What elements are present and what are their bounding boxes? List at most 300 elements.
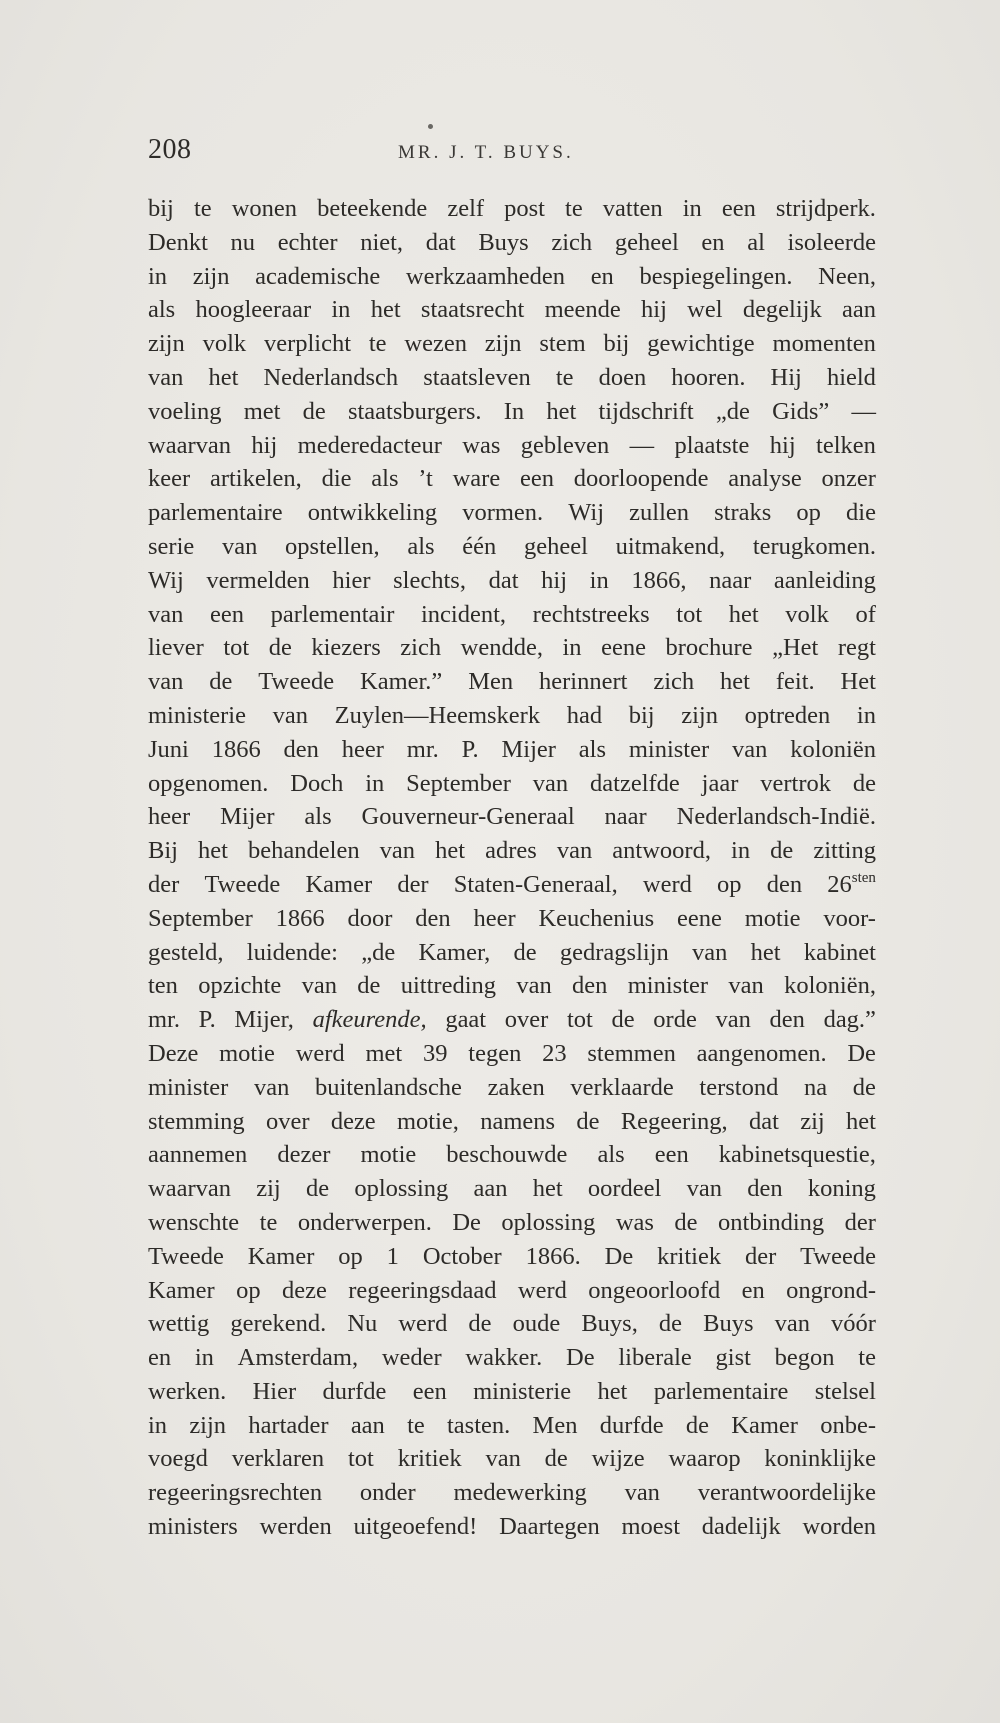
word: van bbox=[516, 972, 552, 1000]
word: wakker. bbox=[465, 1344, 543, 1372]
word: Hier bbox=[252, 1377, 297, 1405]
word: van bbox=[532, 769, 569, 797]
word: het bbox=[208, 363, 239, 391]
word: straks bbox=[714, 499, 772, 527]
word: dezer bbox=[277, 1141, 331, 1169]
word: ’t bbox=[418, 465, 433, 493]
word: in bbox=[148, 262, 168, 290]
word: tot bbox=[348, 1445, 374, 1473]
word: en bbox=[148, 1344, 172, 1372]
word: Gouverneur-Generaal bbox=[361, 803, 575, 831]
word: 1 bbox=[386, 1242, 399, 1270]
word: bespiegelingen. bbox=[639, 262, 793, 290]
text-line bbox=[148, 699, 876, 733]
text-line bbox=[148, 1510, 876, 1544]
word: al bbox=[747, 228, 765, 256]
word: stem bbox=[539, 330, 586, 358]
word: Bij bbox=[148, 837, 178, 865]
word: tegen bbox=[468, 1039, 522, 1067]
word: De bbox=[847, 1039, 876, 1067]
text-line bbox=[148, 969, 876, 1003]
word: op bbox=[338, 1242, 363, 1270]
word: zij bbox=[800, 1107, 825, 1135]
word: werden bbox=[259, 1513, 332, 1541]
word: wezen bbox=[404, 330, 467, 358]
word: parlementaire bbox=[148, 499, 283, 527]
word: September bbox=[148, 904, 253, 932]
word: en bbox=[701, 228, 725, 256]
word: datzelfde bbox=[590, 769, 680, 797]
word: academische bbox=[255, 262, 381, 290]
word: het bbox=[846, 1107, 876, 1135]
word: durfde bbox=[322, 1377, 387, 1405]
word: Kamer bbox=[305, 870, 373, 898]
word: Wij bbox=[148, 566, 184, 594]
word: der bbox=[148, 870, 180, 898]
word: Buys, bbox=[581, 1310, 638, 1338]
word: koninklijke bbox=[764, 1445, 876, 1473]
text-line bbox=[148, 1341, 876, 1375]
word: 1866 bbox=[275, 904, 325, 932]
word: na bbox=[804, 1073, 828, 1101]
word: motie bbox=[360, 1141, 417, 1169]
word: Nu bbox=[347, 1310, 378, 1338]
text-line bbox=[148, 1172, 876, 1206]
word: keer bbox=[148, 465, 191, 493]
word: koloniën bbox=[790, 735, 876, 763]
text-line bbox=[148, 1003, 876, 1037]
word: zich bbox=[653, 668, 695, 696]
word: 1866, bbox=[631, 566, 687, 594]
word: in bbox=[365, 769, 385, 797]
word: Regeering, bbox=[620, 1107, 728, 1135]
word: dat bbox=[488, 566, 519, 594]
word: te bbox=[193, 195, 212, 222]
word: Nederlandsch-Indië. bbox=[676, 803, 876, 831]
word: Denkt bbox=[148, 228, 208, 256]
word: die bbox=[846, 499, 876, 527]
text-line bbox=[148, 564, 876, 598]
word: hoogleeraar bbox=[195, 296, 312, 324]
word: gewichtige bbox=[647, 330, 755, 358]
word: isoleerde bbox=[787, 228, 876, 256]
word: een bbox=[654, 1141, 689, 1169]
word: Mijer, bbox=[234, 1006, 294, 1034]
word: Wij bbox=[568, 499, 605, 527]
word: eene bbox=[601, 634, 646, 662]
text-line bbox=[148, 665, 876, 699]
word: was bbox=[615, 1208, 654, 1236]
text-line bbox=[148, 1307, 876, 1341]
word: zaken bbox=[487, 1073, 545, 1101]
word: Keuchenius bbox=[538, 904, 655, 932]
word: heer bbox=[341, 735, 384, 763]
word: orde bbox=[653, 1006, 697, 1034]
word: rechtstreeks bbox=[532, 600, 650, 628]
word: 23 bbox=[542, 1039, 567, 1067]
word: September bbox=[406, 769, 511, 797]
word: over bbox=[265, 1107, 310, 1135]
word: October bbox=[422, 1242, 502, 1270]
word: herinnert bbox=[539, 668, 628, 696]
text-line bbox=[148, 868, 876, 902]
word: oplossing bbox=[354, 1175, 449, 1203]
word: gaat bbox=[445, 1006, 487, 1034]
word: dat bbox=[425, 228, 456, 256]
word: den bbox=[769, 1006, 805, 1034]
word: mederedacteur bbox=[297, 431, 442, 459]
word: heer bbox=[473, 904, 516, 932]
word: worden bbox=[802, 1513, 876, 1541]
word: op bbox=[717, 870, 742, 898]
word: tasten. bbox=[447, 1411, 511, 1439]
word: de bbox=[305, 1175, 330, 1203]
word: wijze bbox=[591, 1445, 645, 1473]
word: werd bbox=[517, 1276, 567, 1304]
word: Nederlandsch bbox=[263, 363, 399, 391]
word: kiezers bbox=[311, 634, 381, 662]
word: de bbox=[852, 769, 876, 797]
word: onderwerpen. bbox=[297, 1208, 432, 1236]
word: vormen. bbox=[462, 499, 544, 527]
word: meende bbox=[544, 296, 621, 324]
word: antwoord, bbox=[612, 837, 711, 865]
text-line bbox=[148, 1274, 876, 1308]
word: van bbox=[272, 701, 308, 729]
word: de bbox=[770, 837, 794, 865]
word: het bbox=[597, 1377, 628, 1405]
word: mr. bbox=[406, 735, 439, 763]
text-line bbox=[148, 361, 876, 395]
word: staatsrecht bbox=[420, 296, 525, 324]
word: dat bbox=[748, 1107, 779, 1135]
word: tijdschrift bbox=[598, 397, 694, 425]
text-line bbox=[148, 1206, 876, 1240]
word: beteekende bbox=[317, 195, 428, 222]
word: hij bbox=[769, 431, 796, 459]
word: een bbox=[519, 465, 554, 493]
word: in bbox=[562, 634, 582, 662]
word: koning bbox=[807, 1175, 876, 1203]
word: brochure bbox=[665, 634, 753, 662]
word: koloniën, bbox=[784, 972, 876, 1000]
word: volk bbox=[202, 330, 247, 358]
word: het bbox=[728, 600, 759, 628]
word: als bbox=[407, 532, 435, 560]
text-line bbox=[148, 1240, 876, 1274]
word: verplicht bbox=[263, 330, 352, 358]
word: „de bbox=[361, 938, 396, 966]
word: te bbox=[858, 1344, 876, 1372]
word: Kamer bbox=[731, 1411, 798, 1439]
body-text bbox=[148, 192, 876, 1544]
word: hier bbox=[332, 566, 371, 594]
word: geheel bbox=[523, 532, 588, 560]
word: optreden bbox=[744, 701, 831, 729]
word: doen bbox=[598, 363, 647, 391]
word: 39 bbox=[422, 1039, 448, 1067]
word: opstellen, bbox=[285, 532, 380, 560]
word: terugkomen. bbox=[752, 532, 876, 560]
word: Staten-Generaal, bbox=[453, 870, 618, 898]
word: de bbox=[544, 1445, 568, 1473]
word: werd bbox=[295, 1039, 345, 1067]
word: het bbox=[720, 668, 750, 696]
word: vermelden bbox=[206, 566, 310, 594]
word: naar bbox=[604, 803, 647, 831]
word: De bbox=[452, 1208, 481, 1236]
word: kabinet bbox=[803, 938, 876, 966]
word: dag.” bbox=[823, 1006, 876, 1034]
word: gist bbox=[715, 1344, 751, 1372]
word: uitgeoefend! bbox=[353, 1513, 478, 1541]
word: der bbox=[397, 870, 429, 898]
word: het bbox=[370, 296, 401, 324]
word: van bbox=[221, 532, 258, 560]
word: zijn bbox=[192, 262, 230, 290]
word: de bbox=[468, 1310, 492, 1338]
word: zijn bbox=[681, 701, 718, 729]
word: de bbox=[513, 938, 537, 966]
word: P. bbox=[461, 735, 479, 763]
word: — bbox=[629, 431, 655, 459]
word: hij bbox=[541, 566, 568, 594]
word: kabinetsquestie, bbox=[718, 1141, 876, 1169]
word: voegd bbox=[148, 1445, 208, 1473]
word: waarop bbox=[668, 1445, 741, 1473]
word: oplossing bbox=[501, 1208, 596, 1236]
word: Men bbox=[532, 1411, 578, 1439]
text-line bbox=[148, 1409, 876, 1443]
word: minister bbox=[148, 1073, 229, 1101]
word: onbe- bbox=[820, 1411, 876, 1439]
word: verantwoordelijke bbox=[697, 1479, 876, 1507]
word: hooren. bbox=[671, 363, 746, 391]
word: aannemen bbox=[148, 1141, 248, 1169]
word: Tweede bbox=[148, 1242, 224, 1270]
word: motie bbox=[744, 904, 801, 932]
word: parlementaire bbox=[653, 1377, 789, 1405]
word: minister bbox=[628, 735, 710, 763]
word: als bbox=[371, 465, 399, 493]
word: motie bbox=[219, 1039, 275, 1067]
word: De bbox=[604, 1242, 634, 1270]
word: regeeringsdaad bbox=[348, 1276, 497, 1304]
word: aan bbox=[350, 1411, 385, 1439]
word: met bbox=[243, 397, 281, 425]
word: tot bbox=[566, 1006, 593, 1034]
word: analyse bbox=[728, 465, 802, 493]
word: van bbox=[301, 972, 337, 1000]
word: den bbox=[415, 904, 451, 932]
text-line bbox=[148, 598, 876, 632]
word: opgenomen. bbox=[148, 769, 269, 797]
word: stemmen bbox=[587, 1039, 676, 1067]
word: werd bbox=[642, 870, 692, 898]
word: te bbox=[565, 195, 583, 222]
word: te bbox=[555, 363, 574, 391]
word: de bbox=[576, 1107, 600, 1135]
word: heer bbox=[148, 803, 191, 831]
word: der bbox=[844, 1208, 876, 1236]
word: Tweede bbox=[800, 1242, 876, 1270]
word: Mijer bbox=[220, 803, 275, 831]
word: Buys bbox=[703, 1310, 754, 1338]
word: strijdperk. bbox=[775, 195, 876, 222]
word: dadelijk bbox=[701, 1513, 781, 1541]
word: van bbox=[686, 1175, 722, 1203]
word: van bbox=[148, 600, 184, 628]
word: — bbox=[851, 397, 876, 425]
word: hij bbox=[251, 431, 278, 459]
word: minister bbox=[627, 972, 709, 1000]
word: momenten bbox=[772, 330, 876, 358]
word: buitenlandsche bbox=[314, 1073, 462, 1101]
word: gesteld, bbox=[148, 938, 224, 966]
word: de bbox=[611, 1006, 635, 1034]
word: aan bbox=[473, 1175, 508, 1203]
text-line bbox=[148, 631, 876, 665]
word: voeling bbox=[148, 397, 222, 425]
word: zij bbox=[256, 1175, 281, 1203]
word: artikelen, bbox=[209, 465, 302, 493]
word: van bbox=[692, 938, 728, 966]
word: zelf bbox=[447, 195, 485, 222]
word: plaatste bbox=[674, 431, 750, 459]
word: den bbox=[283, 735, 319, 763]
word: en bbox=[741, 1276, 765, 1304]
word: waarvan bbox=[148, 431, 231, 459]
word: den bbox=[766, 870, 803, 898]
text-line bbox=[148, 530, 876, 564]
word: ontbinding bbox=[718, 1208, 825, 1236]
word: ongrond- bbox=[786, 1276, 876, 1304]
word: als bbox=[304, 803, 332, 831]
word: wenschte bbox=[148, 1208, 240, 1236]
word: werken. bbox=[148, 1377, 227, 1405]
word: „Het bbox=[772, 634, 819, 662]
word: De bbox=[566, 1344, 595, 1372]
word: op bbox=[796, 499, 821, 527]
word: liever bbox=[148, 634, 204, 662]
word: afkeurende, bbox=[312, 1006, 427, 1034]
word: hartader bbox=[248, 1411, 329, 1439]
text-line bbox=[148, 260, 876, 294]
word: staatsburgers. bbox=[347, 397, 482, 425]
word: die bbox=[321, 465, 352, 493]
word: een bbox=[721, 195, 756, 222]
word: en bbox=[590, 262, 614, 290]
word: slechts, bbox=[393, 566, 466, 594]
word: stemming bbox=[148, 1107, 245, 1135]
word: zitting bbox=[813, 837, 876, 865]
word: in bbox=[331, 296, 351, 324]
word: Het bbox=[840, 668, 876, 696]
word: adres bbox=[485, 837, 537, 865]
word: weder bbox=[381, 1344, 442, 1372]
word: Deze bbox=[148, 1039, 199, 1067]
word: nu bbox=[230, 228, 256, 256]
word: Juni bbox=[148, 735, 189, 763]
word: uitmakend, bbox=[615, 532, 726, 560]
word: het bbox=[198, 837, 228, 865]
text-line bbox=[148, 1138, 876, 1172]
word: „de bbox=[715, 397, 750, 425]
ink-speck bbox=[428, 124, 433, 129]
word: ten bbox=[148, 972, 178, 1000]
text-line bbox=[148, 462, 876, 496]
word: het bbox=[435, 837, 466, 865]
running-head: MR. J. T. BUYS. bbox=[398, 142, 574, 163]
word: over bbox=[504, 1006, 549, 1034]
word: aangenomen. bbox=[696, 1039, 827, 1067]
word: Kamer, bbox=[418, 938, 491, 966]
word: Hij bbox=[770, 363, 802, 391]
word: werd bbox=[398, 1310, 448, 1338]
word: op bbox=[236, 1276, 261, 1304]
word: gerekend. bbox=[230, 1310, 327, 1338]
word: Tweede bbox=[204, 870, 281, 898]
word: van bbox=[624, 1479, 660, 1507]
word: als bbox=[148, 296, 176, 324]
word: bij bbox=[628, 701, 655, 729]
word: van bbox=[774, 1310, 810, 1338]
word: aan bbox=[842, 296, 876, 324]
word: deze bbox=[330, 1107, 376, 1135]
word: parlementair bbox=[270, 600, 395, 628]
text-line bbox=[148, 496, 876, 530]
text-line bbox=[148, 834, 876, 868]
word: Gids” bbox=[772, 397, 830, 425]
word: had bbox=[566, 701, 603, 729]
word: Kamer bbox=[247, 1242, 315, 1270]
word: Kamer.” bbox=[360, 668, 443, 696]
word: als bbox=[578, 735, 606, 763]
word: zullen bbox=[629, 499, 690, 527]
word: Kamer bbox=[148, 1276, 215, 1304]
text-line bbox=[148, 1037, 876, 1071]
word: zijn bbox=[148, 330, 185, 358]
word: stelsel bbox=[814, 1377, 876, 1405]
word: den bbox=[747, 1175, 783, 1203]
word: medewerking bbox=[453, 1479, 587, 1507]
word: in bbox=[856, 701, 876, 729]
word: echter bbox=[277, 228, 338, 256]
word: kritiek bbox=[397, 1445, 462, 1473]
word: van bbox=[253, 1073, 290, 1101]
word: bij bbox=[603, 330, 630, 358]
word: de bbox=[658, 1310, 683, 1338]
word: Neen, bbox=[818, 262, 876, 290]
text-line bbox=[148, 1442, 876, 1476]
word: van bbox=[731, 735, 768, 763]
text-line bbox=[148, 395, 876, 429]
word: de bbox=[357, 972, 381, 1000]
word: te bbox=[407, 1411, 425, 1439]
word: Amsterdam, bbox=[237, 1344, 359, 1372]
word: onder bbox=[359, 1479, 416, 1507]
word: zijn bbox=[189, 1411, 227, 1439]
word: geheel bbox=[614, 228, 679, 256]
word: staatsleven bbox=[423, 363, 531, 391]
word: in bbox=[148, 1411, 168, 1439]
text-line bbox=[148, 767, 876, 801]
word: de bbox=[852, 1073, 876, 1101]
word: Mijer bbox=[501, 735, 556, 763]
word: bij bbox=[148, 195, 174, 222]
word: de bbox=[674, 1208, 698, 1236]
word: der bbox=[744, 1242, 777, 1270]
